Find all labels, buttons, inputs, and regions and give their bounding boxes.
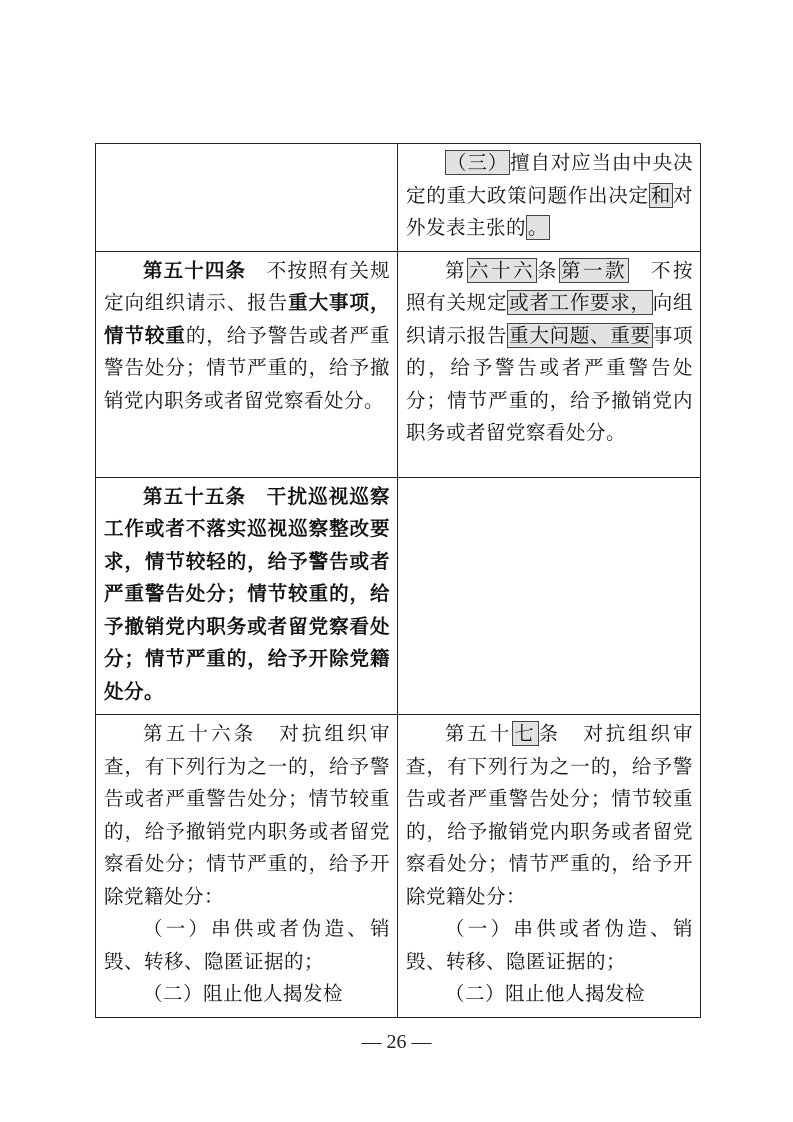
comparison-table bbox=[95, 143, 701, 1018]
text-run: 对外发表主张的 bbox=[406, 183, 693, 239]
text-run: （一）串供或者伪造、销毁、转移、隐匿证据的； bbox=[406, 917, 693, 973]
text-run: 对抗组织审查，有下列行为之一的，给予警告或者严重警告处分；情节较重的，给予撤销党内职务或者留党察看处分；情节严重的，给予开除党籍处分： bbox=[406, 722, 693, 908]
new-text-cell bbox=[398, 144, 701, 252]
text-run: 擅自对应当由中央决定的重大政策问题作出决定 bbox=[406, 151, 693, 207]
text-run: 重大事项，情节较重 bbox=[104, 291, 390, 347]
table-row bbox=[96, 144, 701, 252]
table-row bbox=[96, 715, 701, 1018]
revision-highlight: 。 bbox=[528, 216, 549, 239]
paragraph bbox=[104, 481, 390, 709]
old-text-cell bbox=[96, 144, 398, 252]
table-row bbox=[96, 477, 701, 715]
text-run: 不按照有关规定 bbox=[406, 258, 693, 314]
page-number: — 26 — bbox=[361, 1031, 432, 1053]
text-run: 事项的，给予警告或者严重警告处分；情节严重的，给予撤销党内职务或者留党察看处分。 bbox=[406, 323, 693, 444]
old-text-cell bbox=[96, 477, 398, 715]
paragraph bbox=[406, 255, 693, 450]
text-run: （二）阻止他人揭发检 bbox=[445, 982, 646, 1005]
paragraph bbox=[406, 978, 693, 1011]
revision-highlight: 六十六 bbox=[469, 258, 535, 282]
revision-highlight: 第一款 bbox=[560, 258, 627, 282]
text-run: 对抗组织审查，有下列行为之一的，给予警告或者严重警告处分；情节较重的，给予撤销党内职务或者留党察看处分；情节严重的，给予开除党籍处分： bbox=[104, 722, 390, 908]
text-run: （二）阻止他人揭发检 bbox=[143, 982, 344, 1005]
text-run: （一）串供或者伪造、销毁、转移、隐匿证据的； bbox=[104, 917, 390, 973]
old-text-cell bbox=[96, 251, 398, 477]
text-run: 第五十五条 干扰巡视巡察工作或者不落实巡视巡察整改要求，情节较轻的，给予警告或者严重警告处分；情节较重的，给予撤销党内职务或者留党察看处分；情节严重的，给予开除党籍处分。 bbox=[104, 484, 390, 703]
old-text-cell bbox=[96, 715, 398, 1018]
text-run: 第 bbox=[445, 258, 467, 282]
paragraph bbox=[104, 978, 390, 1011]
paragraph bbox=[406, 718, 693, 913]
revision-highlight: 和 bbox=[650, 183, 671, 207]
revision-highlight: 重大问题、重要 bbox=[509, 323, 651, 347]
text-run: 条 bbox=[536, 258, 559, 282]
new-text-cell bbox=[398, 715, 701, 1018]
text-run: 向组织请示报告 bbox=[406, 291, 693, 347]
paragraph bbox=[406, 913, 693, 978]
paragraph bbox=[104, 255, 390, 418]
revision-highlight: 或者工作要求， bbox=[509, 291, 651, 314]
revision-highlight: 七 bbox=[514, 722, 537, 745]
text-run: 条 bbox=[538, 722, 561, 745]
paragraph bbox=[104, 718, 390, 913]
text-run: 不按照有关规定向组织请示、报告 bbox=[104, 258, 390, 314]
new-text-cell bbox=[398, 251, 701, 477]
table-row bbox=[96, 251, 701, 477]
text-run: 第五十六条 bbox=[143, 722, 257, 745]
text-run: 的，给予警告或者严重警告处分；情节严重的，给予撤销党内职务或者留党察看处分。 bbox=[104, 323, 390, 412]
revision-highlight: （三） bbox=[447, 151, 509, 174]
paragraph bbox=[104, 913, 390, 978]
text-run: 第五十 bbox=[445, 722, 513, 745]
paragraph bbox=[406, 147, 693, 245]
new-text-cell bbox=[398, 477, 701, 715]
text-run: 第五十四条 bbox=[143, 258, 247, 282]
